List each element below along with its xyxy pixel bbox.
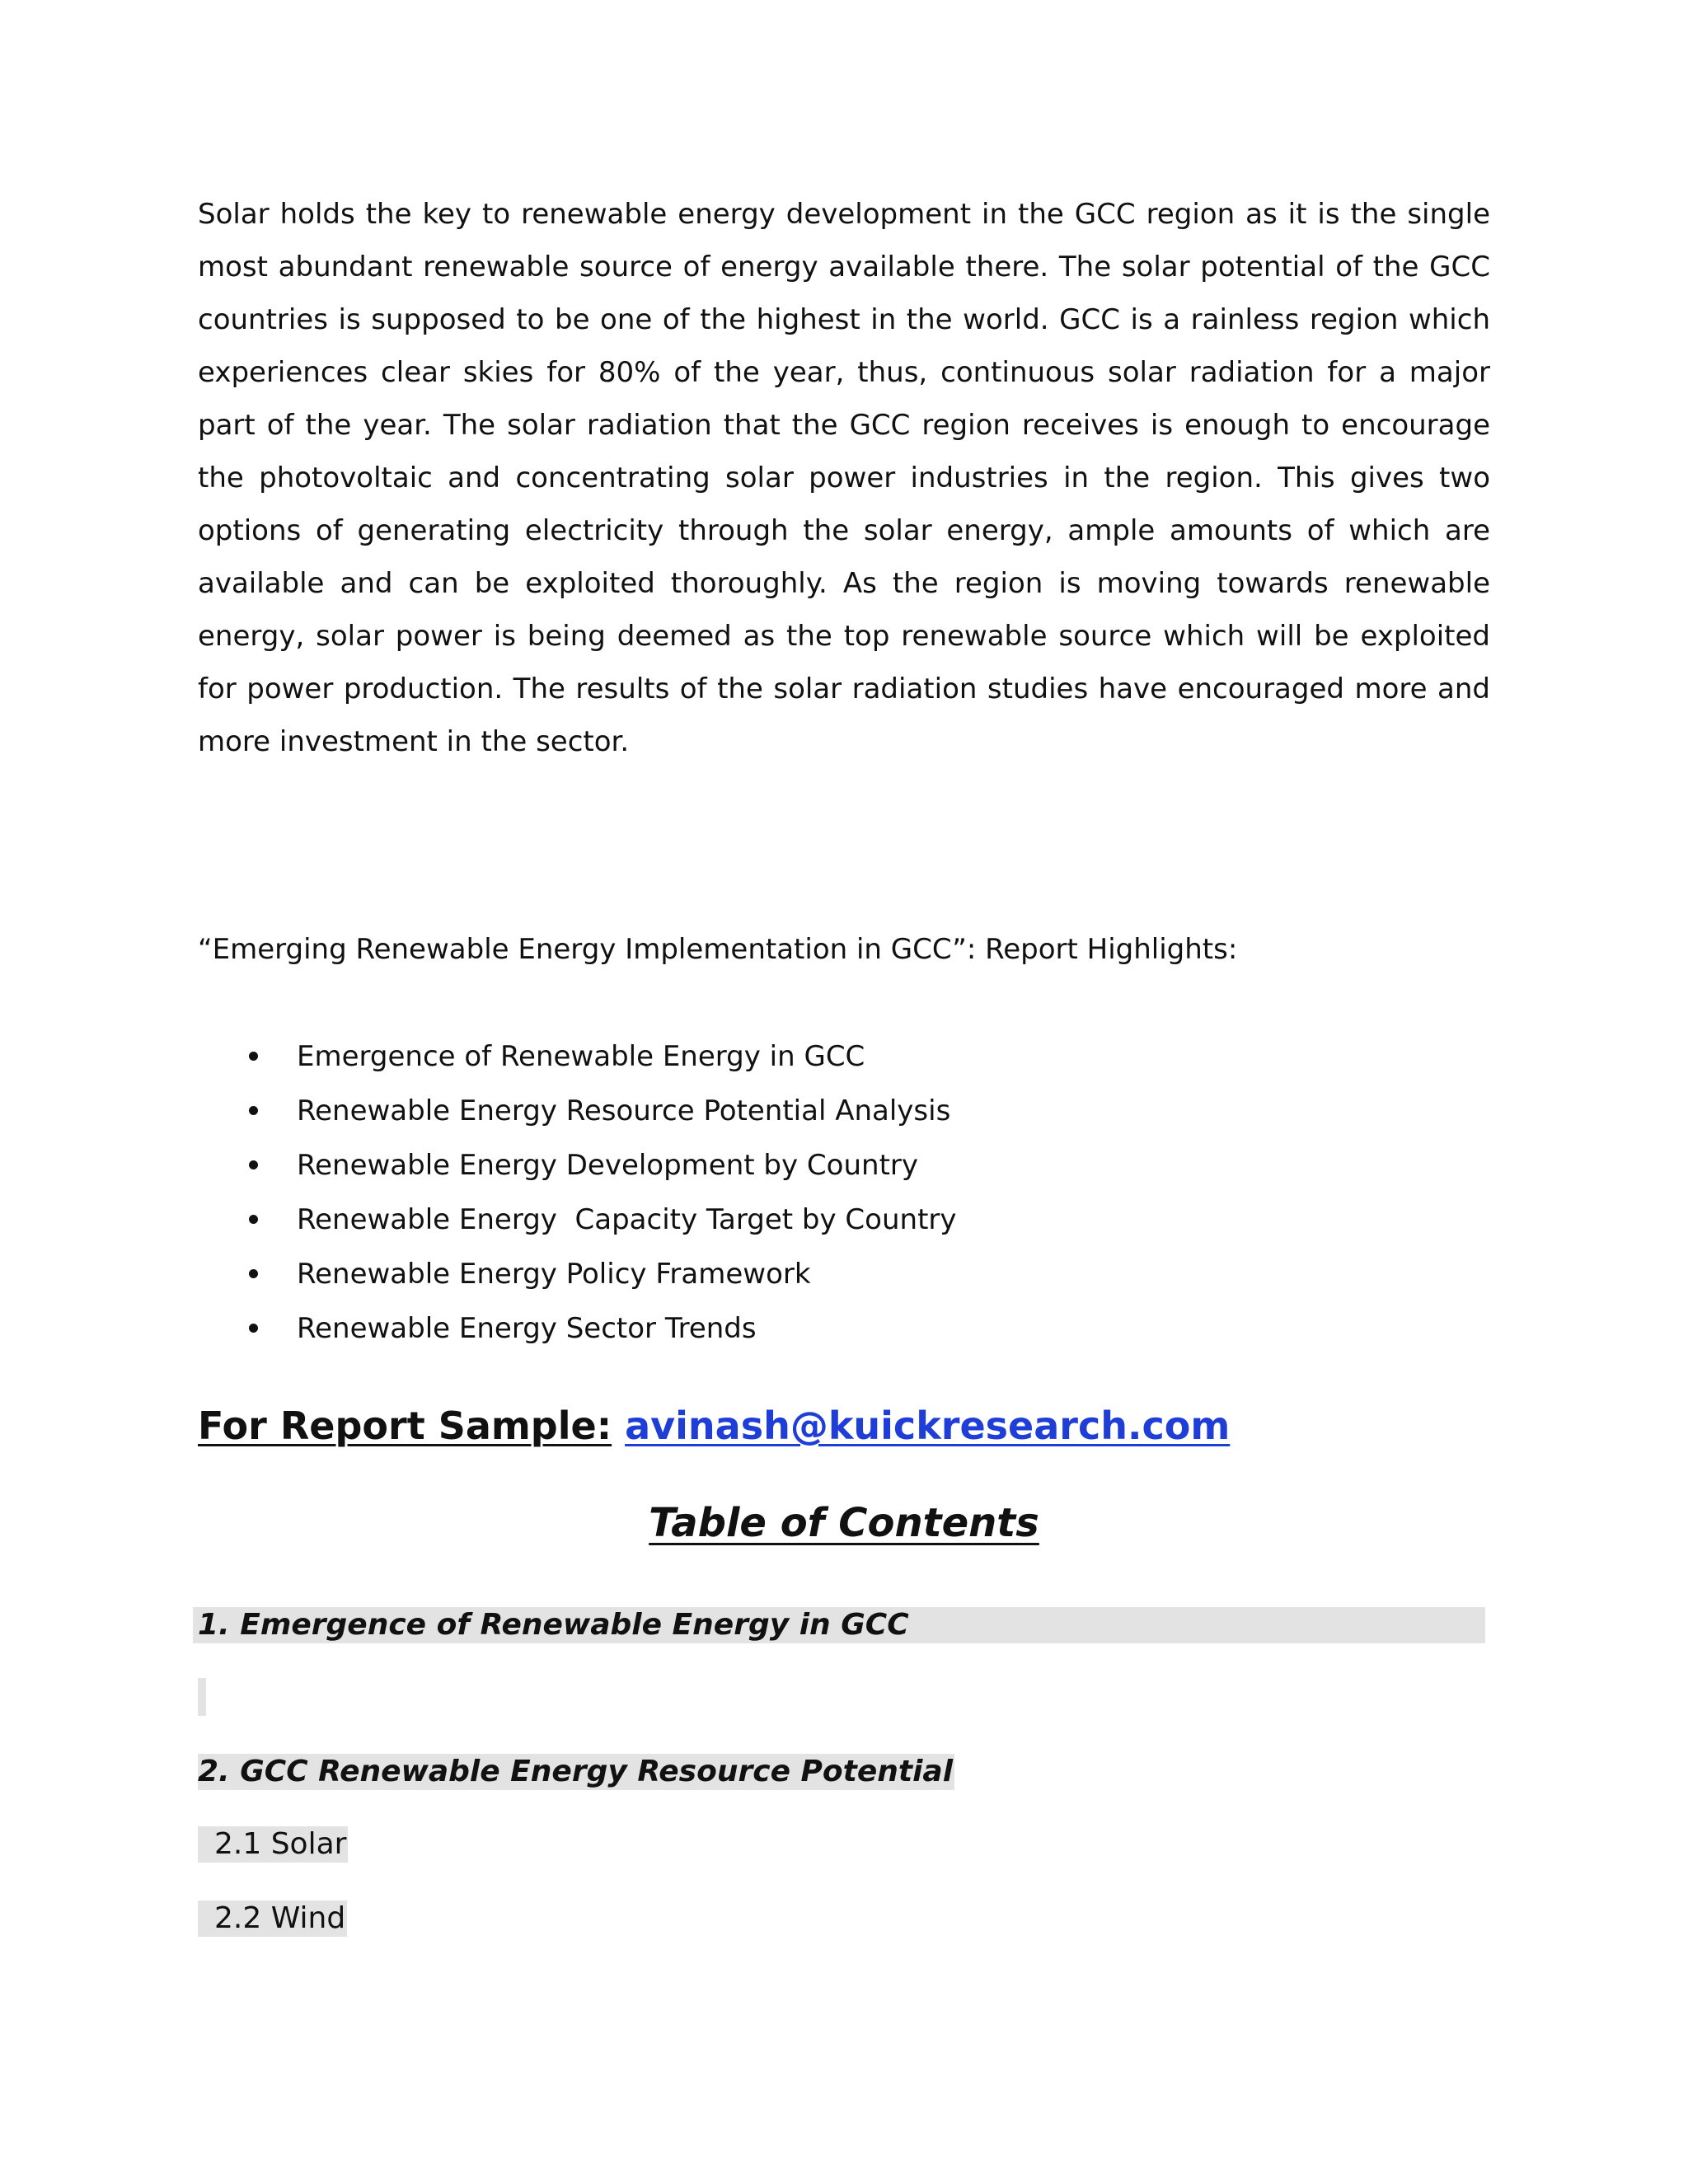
highlights-title: “Emerging Renewable Energy Implementation in GCC”: Report Highlights:	[198, 933, 1238, 966]
sample-email-link[interactable]: avinash@kuickresearch.com	[625, 1404, 1231, 1448]
toc-entry-2: 2. GCC Renewable Energy Resource Potential	[198, 1755, 954, 1788]
highlights-list	[198, 1037, 957, 1363]
list-item: Emergence of Renewable Energy in GCC	[198, 1037, 957, 1091]
toc-entry-2-1: 2.1 Solar	[198, 1826, 348, 1863]
list-item: Renewable Energy Resource Potential Analysis	[198, 1091, 957, 1146]
toc-blank-marker	[198, 1678, 206, 1716]
report-sample-line	[198, 1401, 1230, 1451]
toc-entry-2-2: 2.2 Wind	[198, 1900, 347, 1937]
list-item: Renewable Energy Policy Framework	[198, 1254, 957, 1309]
toc-title	[0, 1497, 1688, 1549]
toc-entry-1: 1. Emergence of Renewable Energy in GCC	[193, 1607, 1485, 1643]
intro-paragraph: Solar holds the key to renewable energy development in the GCC region as it is the single most abundant renewable source of energy available there. The solar potential of the GCC countries is supposed to be one of the highest in the world. GCC is a rainless region which experiences clear skies for 80% of the year, thus, continuous solar radiation for a major part of the year. The solar radiation that the GCC region receives is enough to encourage the photovoltaic and concentrating solar power industries in the region. This gives two options of generating electricity through the solar energy, ample amounts of which are available and can be exploited thoroughly. As the region is moving towards renewable energy, solar power is being deemed as the top renewable source which will be exploited for power production. The results of the solar radiation studies have encouraged more and more investment in the sector.	[198, 198, 1490, 758]
list-item: Renewable Energy Capacity Target by Country	[198, 1200, 957, 1254]
toc-title-text: Table of Contents	[649, 1500, 1039, 1546]
report-sample-label: For Report Sample:	[198, 1404, 612, 1448]
list-item: Renewable Energy Development by Country	[198, 1146, 957, 1200]
list-item: Renewable Energy Sector Trends	[198, 1309, 957, 1363]
